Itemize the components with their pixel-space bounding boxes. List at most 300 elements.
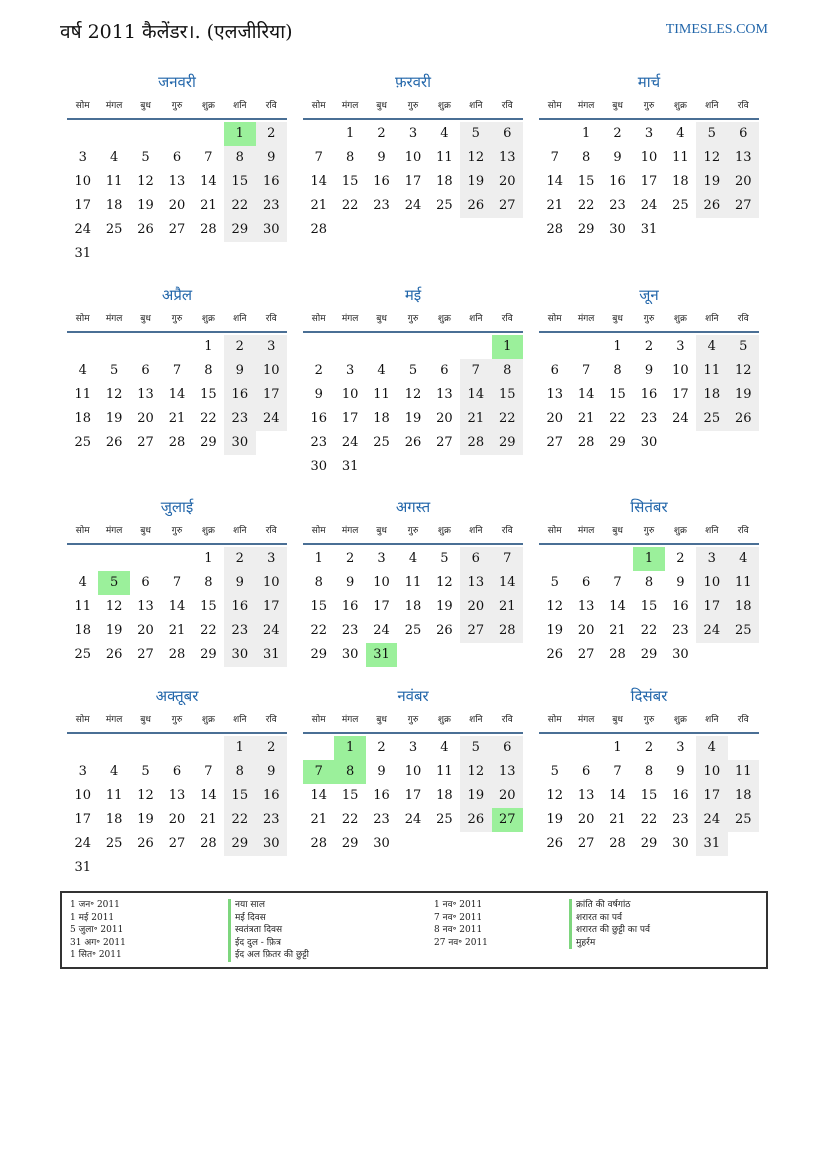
day-cell: 3 — [408, 740, 418, 755]
day-cell: 16 — [256, 170, 287, 194]
day-cell: 22 — [224, 808, 255, 832]
weekday-label: सोम — [75, 101, 90, 111]
day-cell: 14 — [609, 599, 626, 614]
day-cell: 16 — [224, 383, 255, 407]
day-cell — [539, 122, 570, 146]
day-cell: 6 — [728, 122, 759, 146]
day-cell: 13 — [168, 788, 186, 803]
day-cell: 19 — [696, 170, 727, 194]
weekday-label: शनि — [705, 715, 719, 725]
day-cell: 27 — [492, 808, 523, 832]
weekday-label: रवि — [265, 314, 277, 324]
day-cell: 4 — [408, 551, 418, 566]
day-cell: 17 — [341, 411, 359, 426]
day-cell: 4 — [728, 547, 759, 571]
month-name: अप्रैल — [161, 286, 193, 304]
day-cell: 26 — [546, 647, 563, 662]
day-cell: 29 — [640, 647, 658, 662]
day-cell: 23 — [373, 812, 390, 827]
week-row — [303, 832, 523, 856]
day-cell: 9 — [256, 760, 287, 784]
day-cell: 19 — [460, 784, 491, 808]
day-cell: 3 — [644, 126, 654, 141]
day-cell: 7 — [204, 150, 213, 165]
weekday-label: शनि — [469, 526, 483, 536]
month-name: जून — [639, 286, 659, 304]
day-cell: 24 — [256, 407, 287, 431]
day-cell: 23 — [672, 812, 689, 827]
month-name: जुलाई — [160, 498, 194, 516]
weekday-label: गुरु — [643, 715, 655, 725]
day-cell: 30 — [310, 459, 327, 474]
day-cell: 23 — [256, 808, 287, 832]
day-cell — [460, 455, 491, 479]
day-cell: 20 — [577, 623, 595, 638]
day-cell: 31 — [640, 222, 658, 237]
day-cell — [193, 242, 224, 266]
legend-date: 7 नव॰ 2011 — [434, 912, 483, 923]
day-cell: 3 — [345, 363, 355, 378]
day-cell: 2 — [377, 126, 386, 141]
day-cell: 4 — [78, 575, 87, 590]
day-cell: 1 — [633, 547, 664, 571]
day-cell — [460, 643, 491, 667]
day-cell: 14 — [200, 788, 217, 803]
day-cell: 19 — [436, 599, 453, 614]
day-cell: 3 — [78, 764, 87, 779]
weekday-header — [303, 710, 523, 734]
week-row — [303, 218, 523, 242]
day-cell: 5 — [460, 736, 491, 760]
day-cell: 1 — [345, 126, 355, 141]
weekday-label: शनि — [233, 314, 247, 324]
day-cell: 24 — [373, 623, 390, 638]
day-cell: 4 — [78, 363, 87, 378]
day-cell — [728, 832, 759, 856]
legend-names-left — [228, 899, 309, 962]
day-cell: 30 — [373, 836, 390, 851]
day-cell: 21 — [168, 411, 186, 426]
weekday-label: गुरु — [171, 314, 183, 324]
day-cell — [429, 218, 460, 242]
weekday-label: शुक्र — [437, 314, 451, 324]
day-cell: 29 — [224, 218, 255, 242]
weekday-header — [303, 309, 523, 333]
week-row — [303, 808, 523, 832]
weekday-label: बुध — [376, 101, 387, 111]
week-row — [67, 571, 287, 595]
legend-holiday-name: शरारत का पर्व — [569, 912, 650, 925]
month-name: मई — [404, 286, 422, 304]
day-cell — [728, 218, 759, 242]
weekday-label: सोम — [547, 526, 562, 536]
day-cell: 7 — [172, 575, 182, 590]
day-cell: 7 — [581, 363, 591, 378]
weekday-label: बुध — [140, 715, 151, 725]
day-cell: 4 — [696, 736, 727, 760]
day-cell: 8 — [334, 760, 365, 784]
week-row — [539, 359, 759, 383]
week-row — [67, 431, 287, 455]
day-cell: 25 — [672, 198, 689, 213]
day-cell: 5 — [98, 571, 129, 595]
day-cell: 21 — [577, 411, 595, 426]
day-cell: 14 — [460, 383, 491, 407]
day-cell: 12 — [460, 760, 491, 784]
day-cell: 22 — [310, 623, 327, 638]
week-row — [303, 335, 523, 359]
day-cell — [256, 242, 287, 266]
day-cell: 7 — [460, 359, 491, 383]
weekday-label: गुरु — [643, 314, 655, 324]
day-cell: 30 — [256, 218, 287, 242]
day-cell — [397, 643, 428, 667]
day-cell — [539, 736, 570, 760]
day-cell: 17 — [74, 812, 91, 827]
day-cell: 10 — [404, 764, 422, 779]
weekday-label: गुरु — [643, 526, 655, 536]
day-cell: 20 — [546, 411, 563, 426]
day-cell: 12 — [137, 788, 154, 803]
day-cell: 12 — [436, 575, 453, 590]
day-cell: 15 — [310, 599, 327, 614]
day-cell: 11 — [696, 359, 727, 383]
day-cell — [193, 736, 224, 760]
day-cell: 26 — [460, 194, 491, 218]
month-name: सितंबर — [630, 498, 668, 516]
day-cell — [728, 431, 759, 455]
day-cell: 22 — [640, 623, 658, 638]
day-cell — [98, 242, 129, 266]
weekday-label: बुध — [612, 101, 623, 111]
day-cell: 21 — [310, 812, 327, 827]
week-row — [303, 619, 523, 643]
day-cell: 26 — [460, 808, 491, 832]
week-row — [303, 643, 523, 667]
legend-holiday-name: मुहर्रम — [569, 937, 650, 950]
day-cell: 15 — [224, 170, 255, 194]
weekday-label: गुरु — [171, 526, 183, 536]
weekday-label: रवि — [265, 526, 277, 536]
day-cell — [397, 335, 428, 359]
day-cell: 10 — [404, 150, 422, 165]
day-cell — [161, 856, 192, 880]
weekday-label: शुक्र — [201, 314, 215, 324]
day-cell: 9 — [377, 764, 386, 779]
day-cell: 8 — [644, 764, 654, 779]
weekday-label: सोम — [547, 101, 562, 111]
day-cell: 9 — [314, 387, 323, 402]
week-row — [539, 643, 759, 667]
weekday-label: रवि — [737, 101, 749, 111]
day-cell: 24 — [341, 435, 359, 450]
day-cell: 21 — [200, 198, 217, 213]
month-block — [539, 495, 759, 667]
day-cell: 5 — [550, 764, 559, 779]
week-row — [67, 122, 287, 146]
week-row — [303, 359, 523, 383]
day-cell: 10 — [256, 571, 287, 595]
day-cell: 11 — [373, 387, 390, 402]
day-cell: 20 — [460, 595, 491, 619]
weekday-label: बुध — [140, 101, 151, 111]
weekday-label: शनि — [233, 526, 247, 536]
day-cell: 21 — [546, 198, 563, 213]
week-row — [67, 218, 287, 242]
week-row — [303, 455, 523, 479]
day-cell: 20 — [436, 411, 453, 426]
day-cell — [67, 335, 98, 359]
day-cell: 11 — [105, 174, 123, 189]
weekday-label: रवि — [737, 715, 749, 725]
weekday-label: गुरु — [171, 715, 183, 725]
day-cell: 8 — [204, 575, 213, 590]
legend-holiday-name: नया साल — [228, 899, 309, 912]
weekday-label: सोम — [75, 314, 90, 324]
weekday-header — [67, 521, 287, 545]
day-cell: 14 — [310, 788, 327, 803]
day-cell: 5 — [460, 122, 491, 146]
day-cell — [460, 218, 491, 242]
day-cell: 6 — [581, 575, 591, 590]
day-cell: 29 — [609, 435, 626, 450]
day-cell: 11 — [728, 760, 759, 784]
day-cell — [98, 335, 129, 359]
weekday-label: शुक्र — [437, 715, 451, 725]
day-cell: 8 — [644, 575, 654, 590]
day-cell: 12 — [404, 387, 422, 402]
day-cell: 26 — [696, 194, 727, 218]
day-cell: 22 — [200, 623, 217, 638]
day-cell: 18 — [696, 383, 727, 407]
day-cell: 10 — [74, 788, 91, 803]
day-cell: 31 — [74, 246, 91, 261]
day-cell: 13 — [137, 387, 154, 402]
weekday-label: शुक्र — [673, 314, 687, 324]
day-cell: 21 — [609, 623, 626, 638]
week-row — [303, 383, 523, 407]
day-cell: 31 — [341, 459, 359, 474]
day-cell: 25 — [728, 619, 759, 643]
day-cell: 10 — [256, 359, 287, 383]
day-cell: 30 — [224, 431, 255, 455]
day-cell: 9 — [345, 575, 355, 590]
day-cell: 26 — [137, 222, 154, 237]
page-title: वर्ष 2011 कैलेंडर।. (एलजीरिया) — [60, 21, 293, 43]
day-cell: 21 — [200, 812, 217, 827]
day-cell: 28 — [460, 431, 491, 455]
day-cell: 8 — [224, 146, 255, 170]
day-cell: 23 — [256, 194, 287, 218]
day-cell: 20 — [728, 170, 759, 194]
day-cell — [492, 643, 523, 667]
day-cell: 9 — [613, 150, 622, 165]
day-cell: 12 — [105, 387, 123, 402]
day-cell: 14 — [492, 571, 523, 595]
day-cell: 17 — [256, 595, 287, 619]
day-cell: 17 — [404, 174, 422, 189]
day-cell: 30 — [672, 647, 689, 662]
day-cell: 28 — [609, 836, 626, 851]
day-cell: 26 — [436, 623, 453, 638]
day-cell: 10 — [341, 387, 359, 402]
day-cell: 3 — [256, 547, 287, 571]
weekday-label: रवि — [737, 314, 749, 324]
day-cell: 16 — [672, 599, 689, 614]
week-row — [303, 736, 523, 760]
day-cell: 5 — [550, 575, 559, 590]
day-cell — [492, 832, 523, 856]
day-cell: 17 — [696, 784, 727, 808]
day-cell: 18 — [105, 812, 123, 827]
day-cell: 16 — [672, 788, 689, 803]
day-cell: 2 — [377, 740, 386, 755]
day-cell: 16 — [609, 174, 626, 189]
day-cell: 28 — [492, 619, 523, 643]
day-cell: 6 — [440, 363, 449, 378]
day-cell: 28 — [200, 836, 217, 851]
day-cell: 18 — [436, 788, 453, 803]
day-cell — [303, 736, 334, 760]
week-row — [539, 335, 759, 359]
day-cell: 17 — [640, 174, 658, 189]
day-cell: 1 — [204, 339, 213, 354]
day-cell: 13 — [460, 571, 491, 595]
day-cell: 10 — [640, 150, 658, 165]
day-cell: 3 — [78, 150, 87, 165]
day-cell: 9 — [644, 363, 654, 378]
day-cell: 13 — [577, 599, 595, 614]
week-row — [539, 832, 759, 856]
day-cell — [161, 547, 192, 571]
week-row — [67, 619, 287, 643]
month-block — [67, 70, 287, 266]
day-cell: 28 — [609, 647, 626, 662]
weekday-label: सोम — [547, 314, 562, 324]
day-cell: 25 — [74, 647, 91, 662]
day-cell: 20 — [137, 623, 154, 638]
day-cell: 28 — [168, 647, 186, 662]
day-cell: 8 — [224, 760, 255, 784]
month-name: नवंबर — [397, 687, 429, 705]
day-cell: 15 — [640, 788, 658, 803]
weekday-label: रवि — [265, 101, 277, 111]
day-cell — [67, 122, 98, 146]
legend-date: 31 अग॰ 2011 — [70, 937, 126, 948]
day-cell: 13 — [577, 788, 595, 803]
week-row — [539, 760, 759, 784]
day-cell: 25 — [105, 836, 123, 851]
day-cell — [570, 736, 601, 760]
day-cell: 25 — [436, 812, 453, 827]
weekday-label: रवि — [501, 101, 513, 111]
day-cell: 31 — [366, 643, 397, 667]
week-row — [539, 431, 759, 455]
month-block — [67, 684, 287, 880]
day-cell: 27 — [460, 619, 491, 643]
day-cell — [130, 335, 161, 359]
day-cell: 22 — [200, 411, 217, 426]
weekday-label: बुध — [376, 526, 387, 536]
day-cell: 9 — [676, 575, 685, 590]
day-cell: 28 — [577, 435, 595, 450]
day-cell: 18 — [74, 623, 91, 638]
day-cell: 27 — [436, 435, 453, 450]
site-link[interactable]: TIMESLES.COM — [665, 22, 768, 37]
day-cell: 14 — [310, 174, 327, 189]
day-cell: 18 — [404, 599, 422, 614]
weekday-header — [67, 96, 287, 120]
week-row — [67, 808, 287, 832]
day-cell: 22 — [609, 411, 626, 426]
legend-dates-right — [434, 899, 488, 949]
weekday-header — [539, 710, 759, 734]
day-cell — [429, 335, 460, 359]
day-cell: 4 — [109, 764, 119, 779]
month-block — [539, 70, 759, 242]
week-row — [67, 242, 287, 266]
day-cell: 4 — [676, 126, 685, 141]
day-cell: 16 — [256, 784, 287, 808]
weekday-label: गुरु — [407, 526, 419, 536]
weekday-label: शुक्र — [437, 101, 451, 111]
day-cell: 23 — [672, 623, 689, 638]
day-cell: 29 — [341, 836, 359, 851]
day-cell: 17 — [672, 387, 689, 402]
day-cell: 30 — [341, 647, 359, 662]
day-cell — [161, 335, 192, 359]
weekday-header — [539, 96, 759, 120]
day-cell: 13 — [436, 387, 453, 402]
weekday-header — [539, 309, 759, 333]
day-cell — [256, 431, 287, 455]
day-cell: 5 — [141, 764, 150, 779]
day-cell: 24 — [256, 619, 287, 643]
day-cell: 29 — [577, 222, 595, 237]
day-cell: 28 — [200, 222, 217, 237]
legend-date: 1 नव॰ 2011 — [434, 900, 483, 910]
day-cell: 13 — [137, 599, 154, 614]
day-cell — [67, 547, 98, 571]
day-cell: 15 — [224, 784, 255, 808]
week-row — [303, 146, 523, 170]
day-cell — [98, 122, 129, 146]
day-cell — [130, 122, 161, 146]
day-cell: 29 — [200, 435, 217, 450]
weekday-label: बुध — [140, 526, 151, 536]
weekday-label: शनि — [233, 715, 247, 725]
day-cell: 29 — [310, 647, 327, 662]
day-cell: 11 — [672, 150, 689, 165]
day-cell: 25 — [696, 407, 727, 431]
month-name: मार्च — [637, 73, 661, 91]
day-cell: 23 — [640, 411, 658, 426]
weekday-label: मंगल — [341, 314, 359, 324]
day-cell: 24 — [640, 198, 658, 213]
day-cell: 8 — [204, 363, 213, 378]
day-cell: 17 — [696, 595, 727, 619]
day-cell: 16 — [640, 387, 658, 402]
day-cell: 13 — [492, 146, 523, 170]
day-cell: 12 — [105, 599, 123, 614]
day-cell: 14 — [200, 174, 217, 189]
weekday-label: मंगल — [105, 526, 123, 536]
day-cell: 28 — [310, 222, 327, 237]
day-cell — [130, 736, 161, 760]
day-cell: 6 — [172, 150, 182, 165]
day-cell: 27 — [546, 435, 563, 450]
day-cell: 23 — [609, 198, 626, 213]
